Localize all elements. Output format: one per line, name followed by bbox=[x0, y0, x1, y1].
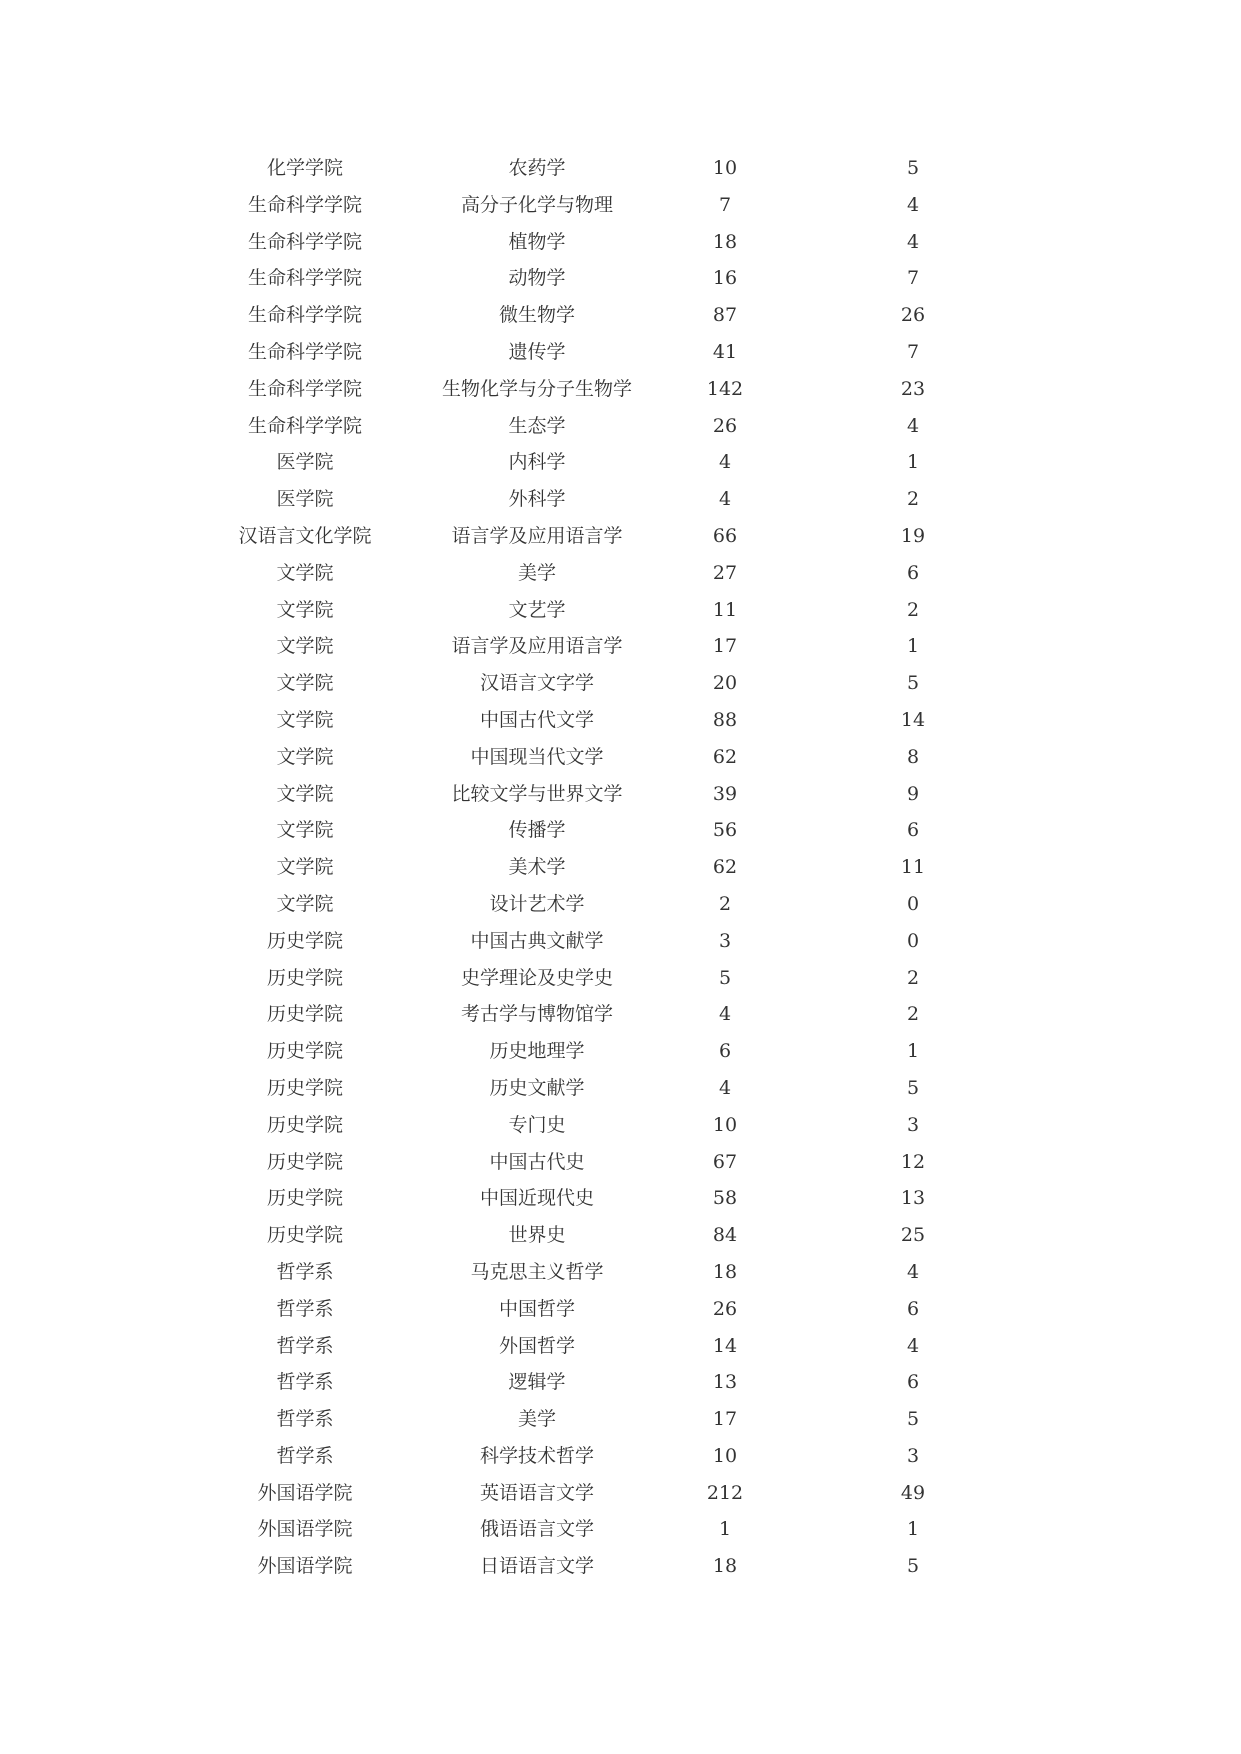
count-b-cell: 1 bbox=[906, 1040, 920, 1063]
count-b-cell: 49 bbox=[900, 1481, 926, 1504]
count-b-cell: 2 bbox=[906, 598, 920, 621]
count-b-cell: 2 bbox=[906, 966, 920, 989]
count-b-cell: 6 bbox=[906, 1297, 920, 1320]
table-row bbox=[195, 1511, 1025, 1548]
count-a-cell: 7 bbox=[718, 193, 732, 216]
college-cell: 生命科学学院 bbox=[247, 193, 362, 216]
table-row bbox=[195, 150, 1025, 187]
count-b-cell: 3 bbox=[906, 1113, 920, 1136]
table-row bbox=[195, 923, 1025, 960]
table-row bbox=[195, 224, 1025, 261]
major-cell: 中国古典文献学 bbox=[470, 929, 604, 952]
college-cell: 历史学院 bbox=[266, 1076, 343, 1099]
table-row bbox=[195, 518, 1025, 555]
count-a-cell: 14 bbox=[712, 1334, 738, 1357]
count-b-cell: 1 bbox=[906, 451, 920, 474]
major-cell: 动物学 bbox=[508, 267, 566, 290]
table-row bbox=[195, 187, 1025, 224]
college-cell: 文学院 bbox=[276, 819, 334, 842]
college-cell: 哲学系 bbox=[276, 1444, 334, 1467]
major-cell: 中国古代文学 bbox=[479, 708, 594, 731]
table-row bbox=[195, 849, 1025, 886]
count-b-cell: 23 bbox=[900, 377, 926, 400]
count-b-cell: 0 bbox=[906, 892, 920, 915]
major-cell: 逻辑学 bbox=[508, 1371, 566, 1394]
college-cell: 历史学院 bbox=[266, 1040, 343, 1063]
count-a-cell: 62 bbox=[712, 745, 738, 768]
college-cell: 哲学系 bbox=[276, 1334, 334, 1357]
major-cell: 历史地理学 bbox=[489, 1040, 585, 1063]
college-cell: 生命科学学院 bbox=[247, 304, 362, 327]
count-b-cell: 4 bbox=[906, 193, 920, 216]
major-cell: 微生物学 bbox=[498, 304, 575, 327]
college-cell: 生命科学学院 bbox=[247, 267, 362, 290]
college-cell: 哲学系 bbox=[276, 1408, 334, 1431]
college-cell: 外国语学院 bbox=[257, 1481, 353, 1504]
count-a-cell: 142 bbox=[706, 377, 744, 400]
table-row bbox=[195, 665, 1025, 702]
count-b-cell: 13 bbox=[900, 1187, 926, 1210]
count-b-cell: 5 bbox=[906, 157, 920, 179]
count-a-cell: 41 bbox=[712, 340, 738, 363]
college-cell: 化学学院 bbox=[266, 157, 343, 179]
count-a-cell: 11 bbox=[712, 598, 738, 621]
major-cell: 生物化学与分子生物学 bbox=[441, 377, 632, 400]
college-cell: 外国语学院 bbox=[257, 1518, 353, 1541]
major-cell: 生态学 bbox=[508, 414, 566, 437]
college-cell: 生命科学学院 bbox=[247, 340, 362, 363]
table-row bbox=[195, 1438, 1025, 1475]
count-b-cell: 19 bbox=[900, 524, 926, 547]
count-a-cell: 18 bbox=[712, 230, 738, 253]
table-row bbox=[195, 739, 1025, 776]
major-cell: 中国现当代文学 bbox=[470, 745, 604, 768]
count-b-cell: 12 bbox=[900, 1150, 926, 1173]
table-row bbox=[195, 1033, 1025, 1070]
major-cell: 外国哲学 bbox=[498, 1334, 575, 1357]
count-b-cell: 6 bbox=[906, 1371, 920, 1394]
table-row bbox=[195, 776, 1025, 813]
table-row bbox=[195, 1070, 1025, 1107]
count-a-cell: 58 bbox=[712, 1187, 738, 1210]
table-row bbox=[195, 1217, 1025, 1254]
count-a-cell: 56 bbox=[712, 819, 738, 842]
college-cell: 医学院 bbox=[276, 451, 334, 474]
count-a-cell: 20 bbox=[712, 672, 738, 695]
college-cell: 历史学院 bbox=[266, 1003, 343, 1026]
major-cell: 传播学 bbox=[508, 819, 566, 842]
count-a-cell: 212 bbox=[706, 1481, 744, 1504]
count-a-cell: 4 bbox=[718, 488, 732, 511]
count-a-cell: 18 bbox=[712, 1555, 738, 1578]
count-b-cell: 4 bbox=[906, 414, 920, 437]
major-cell: 史学理论及史学史 bbox=[460, 966, 613, 989]
count-a-cell: 4 bbox=[718, 1003, 732, 1026]
college-cell: 汉语言文化学院 bbox=[238, 524, 372, 547]
major-cell: 中国哲学 bbox=[498, 1297, 575, 1320]
table-row bbox=[195, 1364, 1025, 1401]
count-a-cell: 1 bbox=[718, 1518, 732, 1541]
table-row bbox=[195, 996, 1025, 1033]
major-cell: 语言学及应用语言学 bbox=[451, 524, 623, 547]
college-cell: 生命科学学院 bbox=[247, 230, 362, 253]
college-cell: 生命科学学院 bbox=[247, 414, 362, 437]
count-a-cell: 67 bbox=[712, 1150, 738, 1173]
count-a-cell: 3 bbox=[718, 929, 732, 952]
table-row bbox=[195, 444, 1025, 481]
count-a-cell: 26 bbox=[712, 414, 738, 437]
count-b-cell: 4 bbox=[906, 1334, 920, 1357]
count-a-cell: 10 bbox=[712, 157, 738, 179]
major-cell: 美学 bbox=[517, 561, 556, 584]
count-b-cell: 3 bbox=[906, 1444, 920, 1467]
count-a-cell: 27 bbox=[712, 561, 738, 584]
college-cell: 哲学系 bbox=[276, 1260, 334, 1283]
college-cell: 历史学院 bbox=[266, 966, 343, 989]
count-b-cell: 5 bbox=[906, 1555, 920, 1578]
count-b-cell: 7 bbox=[906, 267, 920, 290]
college-cell: 文学院 bbox=[276, 635, 334, 658]
count-a-cell: 5 bbox=[718, 966, 732, 989]
count-a-cell: 10 bbox=[712, 1444, 738, 1467]
college-cell: 历史学院 bbox=[266, 1224, 343, 1247]
count-b-cell: 1 bbox=[906, 635, 920, 658]
college-cell: 医学院 bbox=[276, 488, 334, 511]
major-cell: 比较文学与世界文学 bbox=[451, 782, 623, 805]
count-b-cell: 7 bbox=[906, 340, 920, 363]
table-row bbox=[195, 555, 1025, 592]
count-b-cell: 5 bbox=[906, 1408, 920, 1431]
count-b-cell: 8 bbox=[906, 745, 920, 768]
count-a-cell: 62 bbox=[712, 856, 738, 879]
college-cell: 文学院 bbox=[276, 561, 334, 584]
major-cell: 内科学 bbox=[508, 451, 566, 474]
table-row bbox=[195, 960, 1025, 997]
major-cell: 中国古代史 bbox=[489, 1150, 585, 1173]
count-b-cell: 14 bbox=[900, 708, 926, 731]
college-cell: 文学院 bbox=[276, 892, 334, 915]
college-cell: 历史学院 bbox=[266, 929, 343, 952]
count-b-cell: 25 bbox=[900, 1224, 926, 1247]
major-cell: 科学技术哲学 bbox=[479, 1444, 594, 1467]
table-row bbox=[195, 812, 1025, 849]
table-row bbox=[195, 371, 1025, 408]
college-cell: 哲学系 bbox=[276, 1371, 334, 1394]
count-a-cell: 10 bbox=[712, 1113, 738, 1136]
major-cell: 俄语语言文学 bbox=[479, 1518, 594, 1541]
count-a-cell: 26 bbox=[712, 1297, 738, 1320]
college-cell: 历史学院 bbox=[266, 1150, 343, 1173]
college-cell: 文学院 bbox=[276, 856, 334, 879]
table-row bbox=[195, 702, 1025, 739]
major-cell: 历史文献学 bbox=[489, 1076, 585, 1099]
table-row bbox=[195, 334, 1025, 371]
count-a-cell: 4 bbox=[718, 1076, 732, 1099]
major-cell: 专门史 bbox=[508, 1113, 566, 1136]
college-cell: 文学院 bbox=[276, 598, 334, 621]
count-a-cell: 88 bbox=[712, 708, 738, 731]
major-cell: 植物学 bbox=[508, 230, 566, 253]
major-cell: 文艺学 bbox=[508, 598, 566, 621]
count-a-cell: 84 bbox=[712, 1224, 738, 1247]
major-cell: 高分子化学与物理 bbox=[460, 193, 613, 216]
college-cell: 生命科学学院 bbox=[247, 377, 362, 400]
table-row bbox=[195, 1548, 1025, 1585]
major-cell: 英语语言文学 bbox=[479, 1481, 594, 1504]
count-b-cell: 6 bbox=[906, 819, 920, 842]
college-cell: 历史学院 bbox=[266, 1187, 343, 1210]
major-cell: 汉语言文字学 bbox=[479, 672, 594, 695]
count-b-cell: 2 bbox=[906, 488, 920, 511]
table-row bbox=[195, 297, 1025, 334]
count-b-cell: 5 bbox=[906, 672, 920, 695]
count-a-cell: 6 bbox=[718, 1040, 732, 1063]
major-cell: 马克思主义哲学 bbox=[470, 1260, 604, 1283]
table-row bbox=[195, 1107, 1025, 1144]
count-a-cell: 18 bbox=[712, 1260, 738, 1283]
college-cell: 文学院 bbox=[276, 708, 334, 731]
college-cell: 哲学系 bbox=[276, 1297, 334, 1320]
major-cell: 美学 bbox=[517, 1408, 556, 1431]
major-cell: 日语语言文学 bbox=[479, 1555, 594, 1578]
table-row bbox=[195, 1401, 1025, 1438]
count-a-cell: 16 bbox=[712, 267, 738, 290]
count-b-cell: 4 bbox=[906, 1260, 920, 1283]
count-a-cell: 4 bbox=[718, 451, 732, 474]
count-b-cell: 2 bbox=[906, 1003, 920, 1026]
major-cell: 美术学 bbox=[508, 856, 566, 879]
major-cell: 中国近现代史 bbox=[479, 1187, 594, 1210]
college-cell: 文学院 bbox=[276, 745, 334, 768]
major-cell: 遗传学 bbox=[508, 340, 566, 363]
major-cell: 考古学与博物馆学 bbox=[460, 1003, 613, 1026]
count-a-cell: 2 bbox=[718, 892, 732, 915]
major-cell: 设计艺术学 bbox=[489, 892, 585, 915]
count-a-cell: 66 bbox=[712, 524, 738, 547]
college-cell: 历史学院 bbox=[266, 1113, 343, 1136]
table-row bbox=[195, 481, 1025, 518]
table-row bbox=[195, 260, 1025, 297]
table-row bbox=[195, 408, 1025, 445]
table-row bbox=[195, 628, 1025, 665]
count-a-cell: 17 bbox=[712, 1408, 738, 1431]
major-cell: 世界史 bbox=[508, 1224, 566, 1247]
data-table bbox=[195, 150, 1025, 1585]
table-row bbox=[195, 1328, 1025, 1365]
count-b-cell: 4 bbox=[906, 230, 920, 253]
count-a-cell: 13 bbox=[712, 1371, 738, 1394]
count-a-cell: 39 bbox=[712, 782, 738, 805]
count-b-cell: 1 bbox=[906, 1518, 920, 1541]
table-row bbox=[195, 1291, 1025, 1328]
major-cell: 外科学 bbox=[508, 488, 566, 511]
table-row bbox=[195, 1180, 1025, 1217]
count-a-cell: 17 bbox=[712, 635, 738, 658]
count-b-cell: 0 bbox=[906, 929, 920, 952]
table-row bbox=[195, 592, 1025, 629]
count-b-cell: 6 bbox=[906, 561, 920, 584]
major-cell: 语言学及应用语言学 bbox=[451, 635, 623, 658]
count-b-cell: 9 bbox=[906, 782, 920, 805]
count-b-cell: 5 bbox=[906, 1076, 920, 1099]
college-cell: 文学院 bbox=[276, 672, 334, 695]
count-a-cell: 87 bbox=[712, 304, 738, 327]
table-row bbox=[195, 1144, 1025, 1181]
count-b-cell: 26 bbox=[900, 304, 926, 327]
college-cell: 外国语学院 bbox=[257, 1555, 353, 1578]
college-cell: 文学院 bbox=[276, 782, 334, 805]
table-row bbox=[195, 1475, 1025, 1512]
major-cell: 农药学 bbox=[508, 157, 566, 179]
table-row bbox=[195, 1254, 1025, 1291]
count-b-cell: 11 bbox=[900, 856, 926, 879]
table-row bbox=[195, 886, 1025, 923]
